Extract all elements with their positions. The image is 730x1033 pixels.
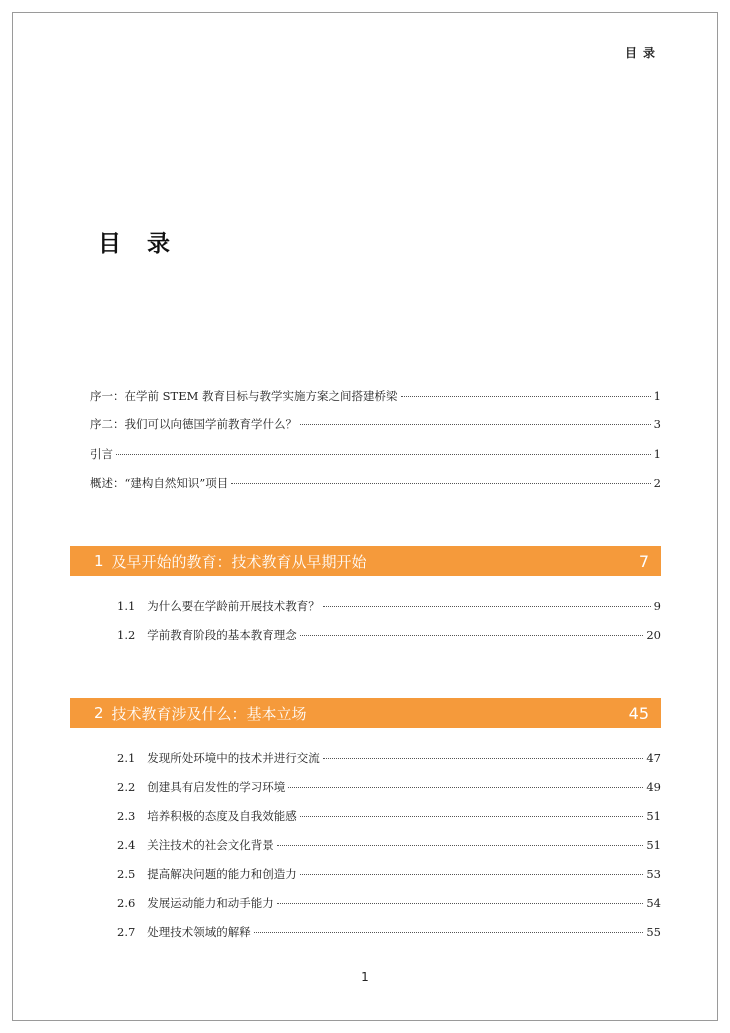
section-number: 2.7 <box>117 925 136 939</box>
toc-entry-preface-2[interactable] <box>90 416 661 432</box>
section-title: 培养积极的态度及自我效能感 <box>147 809 297 823</box>
toc-entry-page: 3 <box>653 417 661 431</box>
leader-dots <box>277 845 644 846</box>
section-number: 2.4 <box>117 838 136 852</box>
section-title: 发现所处环境中的技术并进行交流 <box>147 751 320 765</box>
leader-dots <box>300 816 644 817</box>
section-number: 1.2 <box>117 628 136 642</box>
section-page: 47 <box>646 751 661 765</box>
leader-dots <box>288 787 643 788</box>
running-header: 目录 <box>624 46 661 60</box>
toc-entry-overview[interactable] <box>90 475 661 491</box>
chapter-number: 1 <box>94 552 104 570</box>
section-title: 处理技术领域的解释 <box>147 925 251 939</box>
leader-dots <box>323 758 644 759</box>
toc-section-1-1[interactable] <box>117 598 661 614</box>
section-title: 关注技术的社会文化背景 <box>147 838 274 852</box>
toc-entry-label: 序一：在学前 STEM 教育目标与教学实施方案之间搭建桥梁 <box>90 389 398 403</box>
section-page: 51 <box>646 838 661 852</box>
leader-dots <box>254 932 644 933</box>
section-page: 51 <box>646 809 661 823</box>
leader-dots <box>401 396 651 397</box>
section-number: 2.5 <box>117 867 136 881</box>
leader-dots <box>300 874 644 875</box>
toc-section-2-6[interactable] <box>117 895 661 911</box>
chapter-page: 45 <box>628 703 649 723</box>
leader-dots <box>116 454 651 455</box>
toc-entry-introduction[interactable] <box>90 446 661 462</box>
section-title: 发展运动能力和动手能力 <box>147 896 274 910</box>
section-title: 创建具有启发性的学习环境 <box>147 780 286 794</box>
toc-section-2-1[interactable] <box>117 750 661 766</box>
toc-section-2-2[interactable] <box>117 779 661 795</box>
toc-entry-page: 2 <box>653 476 661 490</box>
section-title: 为什么要在学龄前开展技术教育？ <box>147 599 320 613</box>
page-number: 1 <box>361 970 369 984</box>
chapter-title: 及早开始的教育：技术教育从早期开始 <box>111 552 367 571</box>
section-number: 2.6 <box>117 896 136 910</box>
toc-section-2-7[interactable] <box>117 924 661 940</box>
section-number: 2.3 <box>117 809 136 823</box>
leader-dots <box>277 903 644 904</box>
section-page: 55 <box>646 925 661 939</box>
section-title: 学前教育阶段的基本教育理念 <box>147 628 297 642</box>
toc-entry-label: 序二：我们可以向德国学前教育学什么？ <box>90 417 297 431</box>
section-page: 53 <box>646 867 661 881</box>
chapter-number: 2 <box>94 704 104 722</box>
leader-dots <box>231 483 650 484</box>
toc-entry-preface-1[interactable] <box>90 388 661 404</box>
leader-dots <box>300 424 651 425</box>
toc-entry-page: 1 <box>653 389 661 403</box>
toc-section-2-4[interactable] <box>117 837 661 853</box>
toc-entry-label: 概述：“建构自然知识”项目 <box>90 476 229 490</box>
toc-section-2-5[interactable] <box>117 866 661 882</box>
chapter-title: 技术教育涉及什么：基本立场 <box>111 704 307 723</box>
toc-section-1-2[interactable] <box>117 627 661 643</box>
toc-section-2-3[interactable] <box>117 808 661 824</box>
chapter-page: 7 <box>638 551 649 571</box>
leader-dots <box>300 635 644 636</box>
toc-entry-page: 1 <box>653 447 661 461</box>
leader-dots <box>323 606 651 607</box>
section-number: 2.2 <box>117 780 136 794</box>
chapter-heading-1[interactable] <box>70 546 661 576</box>
section-page: 9 <box>653 599 661 613</box>
section-page: 49 <box>646 780 661 794</box>
section-number: 2.1 <box>117 751 136 765</box>
section-page: 20 <box>646 628 661 642</box>
page-title: 目 录 <box>98 231 180 257</box>
section-page: 54 <box>646 896 661 910</box>
section-title: 提高解决问题的能力和创造力 <box>147 867 297 881</box>
toc-entry-label: 引言 <box>90 447 113 461</box>
section-number: 1.1 <box>117 599 136 613</box>
chapter-heading-2[interactable] <box>70 698 661 728</box>
